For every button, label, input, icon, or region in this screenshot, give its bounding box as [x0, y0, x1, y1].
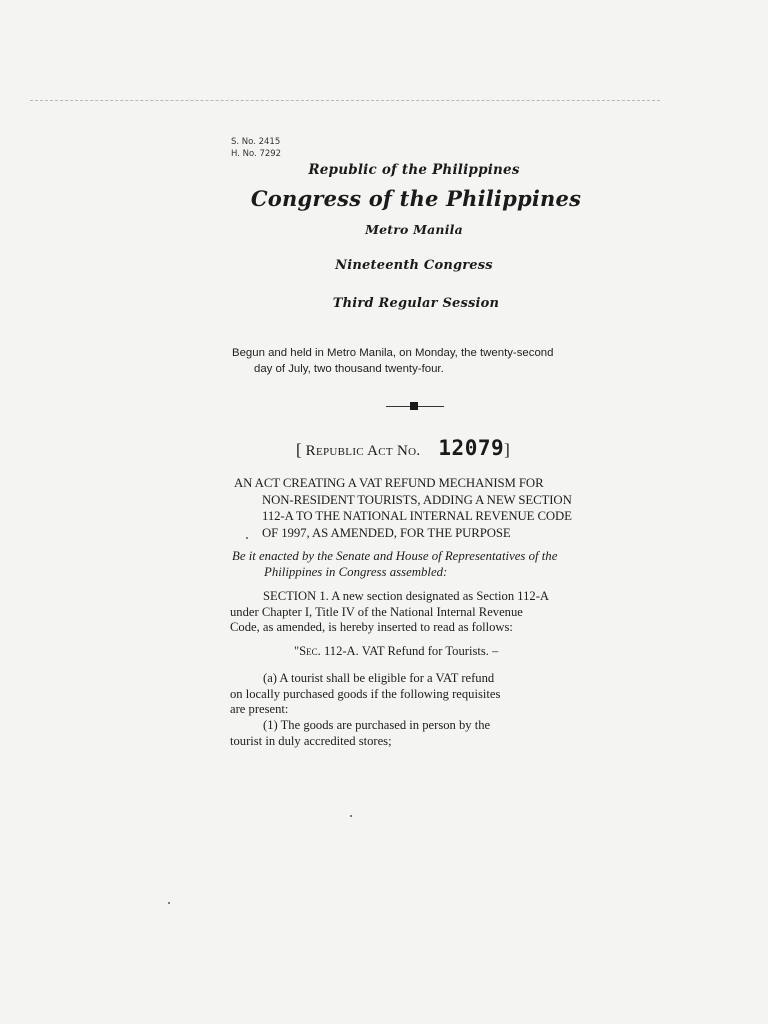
act-title-line: NON-RESIDENT TOURISTS, ADDING A NEW SECTION [262, 492, 572, 507]
act-title-line: AN ACT CREATING A VAT REFUND MECHANISM FOR [234, 476, 544, 490]
senate-bill-number: S. No. 2415 [231, 137, 281, 147]
act-title [234, 475, 614, 541]
section-112a-label: "Sec. 112-A. [294, 644, 359, 658]
section-1-line-1: SECTION 1. A new section designated as Section 112-A [263, 589, 549, 603]
paragraph-1-line-1: (1) The goods are purchased in person by the [263, 718, 491, 732]
paragraph-a-line-2: on locally purchased goods if the following requisites [230, 686, 501, 701]
bracket-open: [ [296, 440, 302, 459]
scan-speck [246, 537, 248, 539]
enacting-clause [232, 548, 622, 580]
republic-act-label: Republic Act No. [305, 443, 421, 459]
congress-heading: Congress of the Philippines [250, 186, 582, 211]
paragraph-a-line-1: (a) A tourist shall be eligible for a VAT refund [263, 671, 495, 685]
city-heading: Metro Manila [365, 222, 463, 237]
divider-ornament [386, 406, 444, 408]
republic-act-heading [296, 436, 510, 460]
bracket-close: ] [504, 440, 510, 459]
paragraph-a [230, 671, 610, 718]
begun-line-1: Begun and held in Metro Manila, on Monday, the twenty-second [232, 347, 554, 359]
section-112a-heading [294, 644, 498, 660]
paragraph-1 [230, 718, 610, 749]
paragraph-1-line-2: tourist in duly accredited stores; [230, 733, 392, 748]
congress-number-heading: Nineteenth Congress [335, 258, 493, 273]
enacting-clause-line-2: Philippines in Congress assembled: [264, 565, 448, 579]
act-title-line: 112-A TO THE NATIONAL INTERNAL REVENUE CODE [262, 509, 572, 523]
section-1-line-2: under Chapter I, Title IV of the National Internal Revenue [230, 604, 523, 619]
begun-statement [232, 345, 612, 377]
section-1-line-3: Code, as amended, is hereby inserted to read as follows: [230, 620, 513, 634]
scan-artifact-line [30, 100, 660, 101]
republic-act-number: 12079 [438, 436, 505, 460]
paragraph-a-line-3: are present: [230, 702, 289, 716]
enacting-clause-line-1: Be it enacted by the Senate and House of Representatives of the [232, 549, 558, 563]
section-112a-title: VAT Refund for Tourists. – [361, 644, 499, 658]
bill-references [231, 136, 281, 160]
begun-line-2: day of July, two thousand twenty-four. [254, 363, 444, 375]
republic-heading: Republic of the Philippines [308, 162, 520, 178]
session-heading: Third Regular Session [332, 296, 500, 311]
section-1-paragraph [230, 589, 620, 636]
scan-speck [350, 815, 352, 817]
scan-speck [168, 902, 170, 904]
house-bill-number: H. No. 7292 [231, 149, 282, 159]
act-title-line: OF 1997, AS AMENDED, FOR THE PURPOSE [262, 525, 511, 540]
